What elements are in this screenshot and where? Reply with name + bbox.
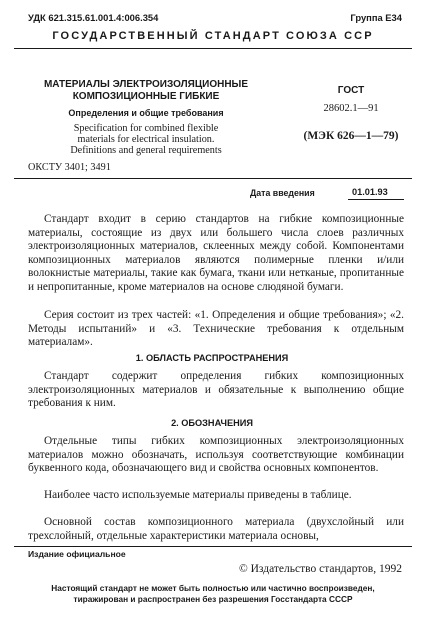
title-line-1: МАТЕРИАЛЫ ЭЛЕКТРОИЗОЛЯЦИОННЫЕ <box>43 79 249 90</box>
standard-banner: ГОСУДАРСТВЕННЫЙ СТАНДАРТ СОЮЗА ССР <box>52 30 374 42</box>
title-line-2: КОМПОЗИЦИОННЫЕ ГИБКИЕ <box>72 91 220 102</box>
section-1-title: 1. ОБЛАСТЬ РАСПРОСТРАНЕНИЯ <box>135 353 289 363</box>
group-code: Группа Е34 <box>350 12 402 23</box>
table-reference-paragraph: Наиболее часто используемые материалы приведены в таблице. <box>44 489 352 501</box>
composition-paragraph: Основной состав композиционного материала (двухслойный или трехслойный, отдельные характеристики материала основы, <box>28 516 404 542</box>
udk-code: УДК 621.315.61.001.4:006.354 <box>28 12 159 23</box>
intro-date-underline <box>348 199 404 200</box>
series-paragraph: Серия состоит из трех частей: «1. Определения и общие требования»; «2. Методы испытаний» и «3. Технические требования к отдельным материалам». <box>28 309 404 349</box>
gost-label: ГОСТ <box>337 85 365 96</box>
official-edition-label: Издание официальное <box>28 549 126 559</box>
scope-paragraph: Стандарт содержит определения гибких композиционных электроизоляционных материалов и обязательные к выполнению общие требования к ним. <box>28 370 404 410</box>
okstu-code: ОКСТУ 3401; 3491 <box>28 162 111 173</box>
section-2-title: 2. ОБОЗНАЧЕНИЯ <box>171 418 253 428</box>
designations-paragraph: Отдельные типы гибких композиционных электроизоляционных материалов можно обозначать, используя соответствующие комбинации буквенного кода, обозначающего вид и свойства основных компонентов. <box>28 435 404 475</box>
subtitle: Определения и общие требования <box>68 108 224 118</box>
gost-number: 28602.1—91 <box>323 103 379 114</box>
intro-paragraph: Стандарт входит в серию стандартов на гибкие композиционные материалы, состоящие из двух или большего числа слоев различных электроизоляционных материалов, склеенных между собой. Компонентами композиционных материалов являются полимерные пленки и/или волокнистые материалы, такие как бумага, ткани или нетканые, пропитанные и непропитанные, кроме материалов на основе слюдяной бумаги. <box>28 213 404 293</box>
title-block-rule <box>14 178 412 179</box>
reproduction-notice-line-1: Настоящий стандарт не может быть полностью или частично воспроизведен, <box>51 583 375 593</box>
english-title-line-1: Specification for combined flexible <box>73 123 219 134</box>
intro-date-label: Дата введения <box>250 188 315 198</box>
iec-reference: (МЭК 626—1—79) <box>303 130 399 142</box>
english-title-line-3: Definitions and general requirements <box>70 145 222 156</box>
footer-rule <box>14 546 412 547</box>
reproduction-notice-line-2: тиражирован и распространен без разрешения Госстандарта СССР <box>73 594 353 604</box>
copyright-notice: © Издательство стандартов, 1992 <box>238 563 402 575</box>
english-title-line-2: materials for electrical insulation. <box>77 134 215 145</box>
banner-rule <box>14 48 412 49</box>
intro-date-value: 01.01.93 <box>352 187 388 197</box>
